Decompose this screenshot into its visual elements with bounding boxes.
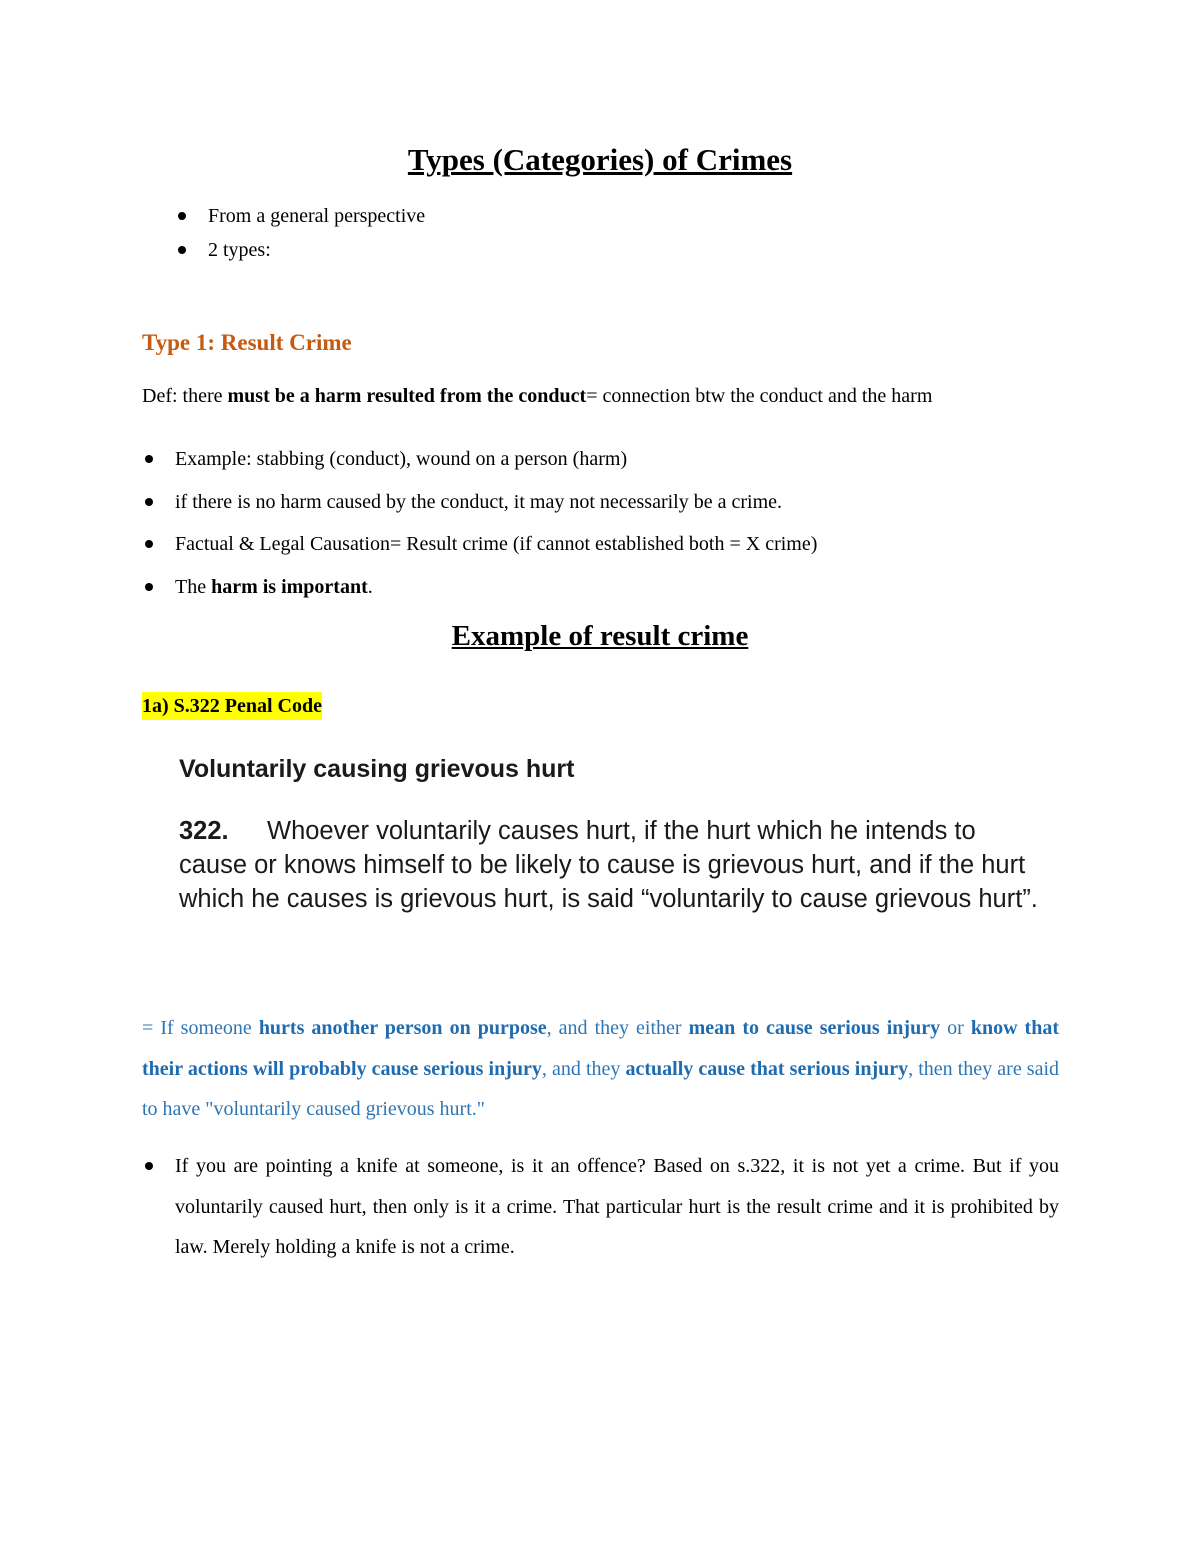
explanation-text: , and they either <box>546 1017 689 1039</box>
result-crime-list <box>142 438 817 608</box>
statute-number: 322. <box>179 817 229 845</box>
definition-prefix: Def: there <box>142 385 228 407</box>
plain-language-explanation <box>142 1008 1059 1130</box>
explanation-bold: know that their actions will probably cause serious injury <box>142 1017 1059 1080</box>
explanation-bold: hurts another person on purpose <box>258 1017 547 1039</box>
harm-bold: harm is important <box>211 575 368 598</box>
list-item: 2 types: <box>175 233 425 267</box>
harm-suffix: . <box>367 575 373 598</box>
statute-text <box>179 814 1039 916</box>
type-1-heading: Type 1: Result Crime <box>142 330 352 355</box>
document-title: Types (Categories) of Crimes <box>407 142 793 177</box>
statute-excerpt <box>179 755 1039 916</box>
definition-bold: must be a harm resulted from the conduct <box>227 385 587 407</box>
list-item: From a general perspective <box>175 199 425 233</box>
explanation-text: , then they are said to have "voluntarily caused grievous hurt." <box>142 1057 1060 1120</box>
explanation-text: = If someone <box>142 1017 259 1039</box>
statute-heading: Voluntarily causing grievous hurt <box>179 755 575 783</box>
explanation-bold: actually cause that serious injury <box>625 1057 909 1080</box>
list-item <box>142 566 817 609</box>
explanation-text: , and they <box>541 1057 626 1080</box>
statute-body: Whoever voluntarily causes hurt, if the hurt which he intends to cause or knows himself to be likely to cause is grievous hurt, and if the hurt which he causes is grievous hurt, is said “voluntarily to cause grievous hurt”. <box>179 817 1038 913</box>
list-item: Example: stabbing (conduct), wound on a person (harm) <box>142 438 817 481</box>
intro-list <box>175 199 425 267</box>
list-item: if there is no harm caused by the conduct, it may not necessarily be a crime. <box>142 481 817 524</box>
knife-example-list <box>142 1146 1059 1268</box>
definition-paragraph <box>142 381 1082 411</box>
section-title: Example of result crime <box>451 620 749 652</box>
list-item: If you are pointing a knife at someone, is it an offence? Based on s.322, it is not yet a crime. But if you voluntarily caused hurt, then only is it a crime. That particular hurt is the result crime and it is prohibited by law. Merely holding a knife is not a crime. <box>142 1146 1059 1268</box>
explanation-bold: mean to cause serious injury <box>688 1017 941 1039</box>
penal-code-reference: 1a) S.322 Penal Code <box>142 692 322 720</box>
explanation-text: or <box>940 1017 971 1039</box>
harm-prefix: The <box>175 575 212 598</box>
definition-suffix: = connection btw the conduct and the harm <box>586 385 933 407</box>
list-item: Factual & Legal Causation= Result crime (if cannot established both = X crime) <box>142 523 817 566</box>
